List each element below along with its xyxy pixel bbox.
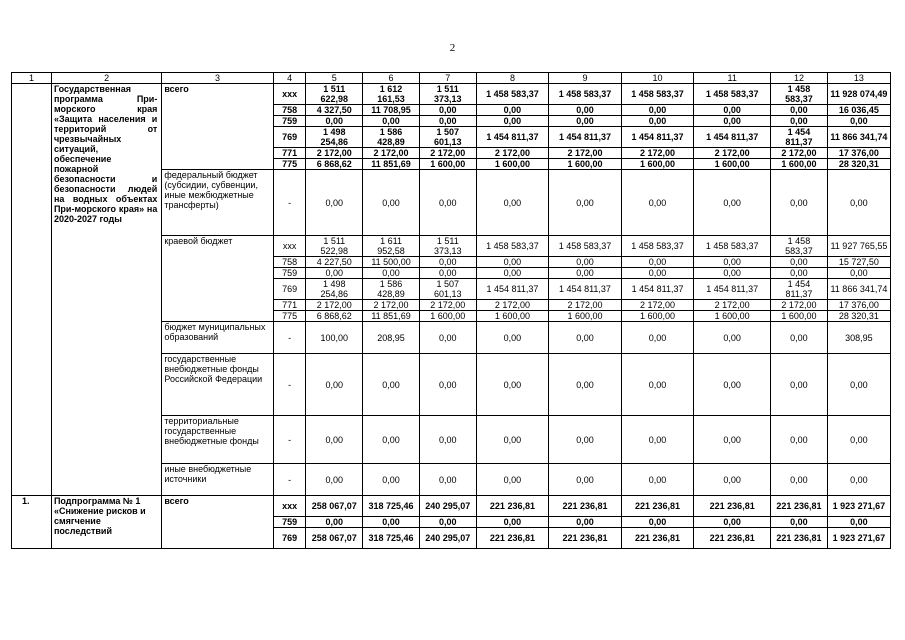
funding-source: иные внебюджетные источники [162, 464, 273, 496]
amount-cell: 2 172,00 [476, 148, 549, 159]
amount-cell: 1 454 811,37 [621, 279, 694, 300]
amount-cell: 0,00 [827, 116, 890, 127]
amount-cell: 0,00 [694, 268, 771, 279]
amount-cell: 1 511 373,13 [419, 84, 476, 105]
amount-cell: 0,00 [363, 268, 420, 279]
amount-cell: 258 067,07 [306, 528, 363, 549]
amount-cell: 0,00 [363, 116, 420, 127]
amount-cell: 1 600,00 [771, 311, 828, 322]
amount-cell: 1 600,00 [621, 159, 694, 170]
amount-cell: 1 498 254,86 [306, 127, 363, 148]
amount-cell: 2 172,00 [419, 148, 476, 159]
amount-cell: 2 172,00 [363, 148, 420, 159]
amount-cell: 0,00 [621, 105, 694, 116]
amount-cell: 1 511 622,98 [306, 84, 363, 105]
amount-cell: 308,95 [827, 322, 890, 354]
table-row [12, 496, 891, 517]
amount-cell: 0,00 [827, 464, 890, 496]
amount-cell: 0,00 [549, 170, 622, 236]
column-header: 8 [476, 73, 549, 84]
funding-source: федеральный бюджет (субсидии, субвенции, иные межбюджетные трансферты) [162, 170, 273, 236]
amount-cell: 1 458 583,37 [771, 84, 828, 105]
amount-cell: 1 600,00 [419, 311, 476, 322]
amount-cell: 0,00 [476, 170, 549, 236]
amount-cell: 1 454 811,37 [476, 279, 549, 300]
funding-source: территориальные государственные внебюджетные фонды [162, 416, 273, 464]
amount-cell: 0,00 [771, 268, 828, 279]
amount-cell: 0,00 [549, 354, 622, 416]
amount-cell: 11 708,95 [363, 105, 420, 116]
amount-cell: 0,00 [694, 517, 771, 528]
amount-cell: 28 320,31 [827, 311, 890, 322]
column-header: 10 [621, 73, 694, 84]
amount-cell: 2 172,00 [306, 300, 363, 311]
amount-cell: 0,00 [306, 354, 363, 416]
amount-cell: 0,00 [419, 105, 476, 116]
amount-cell: 0,00 [419, 116, 476, 127]
amount-cell: 4 227,50 [306, 257, 363, 268]
amount-cell: 4 327,50 [306, 105, 363, 116]
amount-cell: 6 868,62 [306, 311, 363, 322]
amount-cell: 1 454 811,37 [549, 127, 622, 148]
amount-cell: 258 067,07 [306, 496, 363, 517]
amount-cell: 0,00 [476, 354, 549, 416]
column-header: 9 [549, 73, 622, 84]
budget-code: - [273, 354, 306, 416]
amount-cell: 1 600,00 [549, 311, 622, 322]
amount-cell: 11 928 074,49 [827, 84, 890, 105]
amount-cell: 0,00 [771, 354, 828, 416]
amount-cell: 0,00 [621, 517, 694, 528]
amount-cell: 11 927 765,55 [827, 236, 890, 257]
amount-cell: 1 458 583,37 [621, 236, 694, 257]
amount-cell: 0,00 [621, 268, 694, 279]
amount-cell: 0,00 [363, 170, 420, 236]
amount-cell: 1 454 811,37 [549, 279, 622, 300]
amount-cell: 1 600,00 [476, 311, 549, 322]
amount-cell: 0,00 [549, 105, 622, 116]
amount-cell: 1 612 161,53 [363, 84, 420, 105]
amount-cell: 17 376,00 [827, 148, 890, 159]
budget-code: ххх [273, 84, 306, 105]
amount-cell: 0,00 [694, 416, 771, 464]
amount-cell: 6 868,62 [306, 159, 363, 170]
amount-cell: 240 295,07 [419, 496, 476, 517]
amount-cell: 0,00 [306, 170, 363, 236]
amount-cell: 2 172,00 [771, 300, 828, 311]
column-header: 7 [419, 73, 476, 84]
amount-cell: 0,00 [476, 322, 549, 354]
amount-cell: 221 236,81 [771, 528, 828, 549]
amount-cell: 0,00 [476, 464, 549, 496]
amount-cell: 0,00 [827, 416, 890, 464]
amount-cell: 0,00 [419, 170, 476, 236]
amount-cell: 2 172,00 [549, 300, 622, 311]
funding-source: бюджет муниципальных образований [162, 322, 273, 354]
column-header: 12 [771, 73, 828, 84]
row-number [12, 84, 52, 496]
amount-cell: 2 172,00 [476, 300, 549, 311]
amount-cell: 221 236,81 [771, 496, 828, 517]
amount-cell: 1 586 428,89 [363, 279, 420, 300]
amount-cell: 0,00 [694, 354, 771, 416]
amount-cell: 221 236,81 [694, 496, 771, 517]
column-header: 3 [162, 73, 273, 84]
amount-cell: 1 600,00 [549, 159, 622, 170]
amount-cell: 0,00 [621, 257, 694, 268]
amount-cell: 2 172,00 [771, 148, 828, 159]
amount-cell: 0,00 [621, 116, 694, 127]
amount-cell: 0,00 [621, 170, 694, 236]
amount-cell: 0,00 [771, 464, 828, 496]
amount-cell: 1 454 811,37 [771, 127, 828, 148]
amount-cell: 0,00 [771, 170, 828, 236]
subprogram-name: Подпрограмма № 1 «Снижение рисков и смягчение последствий [51, 496, 161, 549]
amount-cell: 1 600,00 [419, 159, 476, 170]
amount-cell: 1 586 428,89 [363, 127, 420, 148]
amount-cell: 0,00 [549, 416, 622, 464]
amount-cell: 1 454 811,37 [476, 127, 549, 148]
amount-cell: 0,00 [306, 464, 363, 496]
budget-code: 758 [273, 105, 306, 116]
amount-cell: 0,00 [827, 268, 890, 279]
amount-cell: 221 236,81 [549, 528, 622, 549]
amount-cell: 0,00 [306, 268, 363, 279]
amount-cell: 11 866 341,74 [827, 127, 890, 148]
amount-cell: 15 727,50 [827, 257, 890, 268]
funding-source: государственные внебюджетные фонды Российской Федерации [162, 354, 273, 416]
amount-cell: 208,95 [363, 322, 420, 354]
amount-cell: 0,00 [419, 354, 476, 416]
amount-cell: 1 458 583,37 [476, 84, 549, 105]
budget-code: 771 [273, 148, 306, 159]
amount-cell: 1 458 583,37 [694, 84, 771, 105]
budget-code: 771 [273, 300, 306, 311]
budget-code: 759 [273, 116, 306, 127]
amount-cell: 0,00 [363, 416, 420, 464]
amount-cell: 0,00 [771, 416, 828, 464]
budget-code: 769 [273, 279, 306, 300]
amount-cell: 0,00 [694, 170, 771, 236]
amount-cell: 221 236,81 [621, 496, 694, 517]
amount-cell: 1 600,00 [771, 159, 828, 170]
budget-code: 759 [273, 268, 306, 279]
amount-cell: 0,00 [827, 170, 890, 236]
amount-cell: 0,00 [549, 268, 622, 279]
column-header: 13 [827, 73, 890, 84]
amount-cell: 0,00 [306, 517, 363, 528]
amount-cell: 318 725,46 [363, 528, 420, 549]
column-header: 1 [12, 73, 52, 84]
amount-cell: 100,00 [306, 322, 363, 354]
row-number: 1. [12, 496, 52, 549]
header-row [12, 73, 891, 84]
amount-cell: 1 600,00 [694, 311, 771, 322]
amount-cell: 2 172,00 [621, 148, 694, 159]
amount-cell: 1 923 271,67 [827, 496, 890, 517]
amount-cell: 0,00 [771, 322, 828, 354]
column-header: 2 [51, 73, 161, 84]
amount-cell: 0,00 [419, 517, 476, 528]
amount-cell: 11 851,69 [363, 311, 420, 322]
budget-code: - [273, 322, 306, 354]
amount-cell: 1 454 811,37 [621, 127, 694, 148]
amount-cell: 1 498 254,86 [306, 279, 363, 300]
amount-cell: 221 236,81 [476, 528, 549, 549]
amount-cell: 1 458 583,37 [476, 236, 549, 257]
amount-cell: 0,00 [549, 116, 622, 127]
amount-cell: 1 600,00 [476, 159, 549, 170]
amount-cell: 16 036,45 [827, 105, 890, 116]
amount-cell: 2 172,00 [306, 148, 363, 159]
amount-cell: 0,00 [306, 416, 363, 464]
amount-cell: 0,00 [694, 116, 771, 127]
amount-cell: 1 458 583,37 [549, 84, 622, 105]
amount-cell: 0,00 [694, 464, 771, 496]
budget-code: - [273, 464, 306, 496]
amount-cell: 11 866 341,74 [827, 279, 890, 300]
budget-code: 769 [273, 528, 306, 549]
amount-cell: 1 458 583,37 [549, 236, 622, 257]
budget-code: ххх [273, 236, 306, 257]
amount-cell: 0,00 [363, 517, 420, 528]
amount-cell: 17 376,00 [827, 300, 890, 311]
column-header: 6 [363, 73, 420, 84]
amount-cell: 2 172,00 [694, 300, 771, 311]
amount-cell: 0,00 [549, 464, 622, 496]
amount-cell: 2 172,00 [419, 300, 476, 311]
amount-cell: 1 923 271,67 [827, 528, 890, 549]
amount-cell: 1 458 583,37 [771, 236, 828, 257]
amount-cell: 0,00 [694, 105, 771, 116]
amount-cell: 0,00 [363, 354, 420, 416]
amount-cell: 1 600,00 [621, 311, 694, 322]
amount-cell: 221 236,81 [549, 496, 622, 517]
amount-cell: 318 725,46 [363, 496, 420, 517]
column-header: 5 [306, 73, 363, 84]
amount-cell: 0,00 [419, 257, 476, 268]
amount-cell: 0,00 [771, 105, 828, 116]
amount-cell: 1 454 811,37 [771, 279, 828, 300]
amount-cell: 0,00 [694, 322, 771, 354]
amount-cell: 0,00 [771, 257, 828, 268]
amount-cell: 0,00 [621, 416, 694, 464]
amount-cell: 2 172,00 [363, 300, 420, 311]
budget-code: 769 [273, 127, 306, 148]
amount-cell: 0,00 [306, 116, 363, 127]
funding-source: краевой бюджет [162, 236, 273, 322]
amount-cell: 240 295,07 [419, 528, 476, 549]
amount-cell: 0,00 [621, 464, 694, 496]
column-header: 4 [273, 73, 306, 84]
amount-cell: 0,00 [549, 517, 622, 528]
amount-cell: 1 507 601,13 [419, 127, 476, 148]
budget-code: - [273, 170, 306, 236]
amount-cell: 0,00 [827, 517, 890, 528]
budget-code: ххх [273, 496, 306, 517]
amount-cell: 1 454 811,37 [694, 279, 771, 300]
amount-cell: 0,00 [476, 116, 549, 127]
program-name: Государственная программа При-морского края «Защита населения и территорий от чрезвычайных ситуаций, обеспечение пожарной безопасности и безопасности людей на водных объектах При-морского края» на 2020-2027 годы [51, 84, 161, 496]
amount-cell: 1 458 583,37 [621, 84, 694, 105]
amount-cell: 1 458 583,37 [694, 236, 771, 257]
column-header: 11 [694, 73, 771, 84]
amount-cell: 0,00 [621, 354, 694, 416]
budget-code: 759 [273, 517, 306, 528]
amount-cell: 1 454 811,37 [694, 127, 771, 148]
amount-cell: 0,00 [771, 517, 828, 528]
amount-cell: 2 172,00 [621, 300, 694, 311]
amount-cell: 1 611 952,58 [363, 236, 420, 257]
amount-cell: 0,00 [476, 268, 549, 279]
amount-cell: 0,00 [419, 464, 476, 496]
amount-cell: 221 236,81 [621, 528, 694, 549]
funding-source: всего [162, 84, 273, 170]
amount-cell: 0,00 [363, 464, 420, 496]
amount-cell: 1 507 601,13 [419, 279, 476, 300]
amount-cell: 0,00 [476, 105, 549, 116]
amount-cell: 28 320,31 [827, 159, 890, 170]
amount-cell: 1 511 373,13 [419, 236, 476, 257]
amount-cell: 0,00 [419, 268, 476, 279]
budget-code: 758 [273, 257, 306, 268]
amount-cell: 2 172,00 [549, 148, 622, 159]
amount-cell: 1 511 522,98 [306, 236, 363, 257]
amount-cell: 0,00 [621, 322, 694, 354]
amount-cell: 0,00 [476, 416, 549, 464]
amount-cell: 1 600,00 [694, 159, 771, 170]
amount-cell: 221 236,81 [476, 496, 549, 517]
budget-code: 775 [273, 311, 306, 322]
amount-cell: 0,00 [419, 322, 476, 354]
amount-cell: 0,00 [419, 416, 476, 464]
amount-cell: 0,00 [771, 116, 828, 127]
amount-cell: 221 236,81 [694, 528, 771, 549]
table-row [12, 84, 891, 105]
amount-cell: 0,00 [476, 257, 549, 268]
budget-code: 775 [273, 159, 306, 170]
funding-source: всего [162, 496, 273, 549]
amount-cell: 0,00 [476, 517, 549, 528]
budget-code: - [273, 416, 306, 464]
amount-cell: 2 172,00 [694, 148, 771, 159]
amount-cell: 0,00 [827, 354, 890, 416]
amount-cell: 11 851,69 [363, 159, 420, 170]
page-number: 2 [449, 42, 456, 54]
amount-cell: 11 500,00 [363, 257, 420, 268]
amount-cell: 0,00 [694, 257, 771, 268]
amount-cell: 0,00 [549, 322, 622, 354]
amount-cell: 0,00 [549, 257, 622, 268]
budget-table [11, 72, 891, 549]
